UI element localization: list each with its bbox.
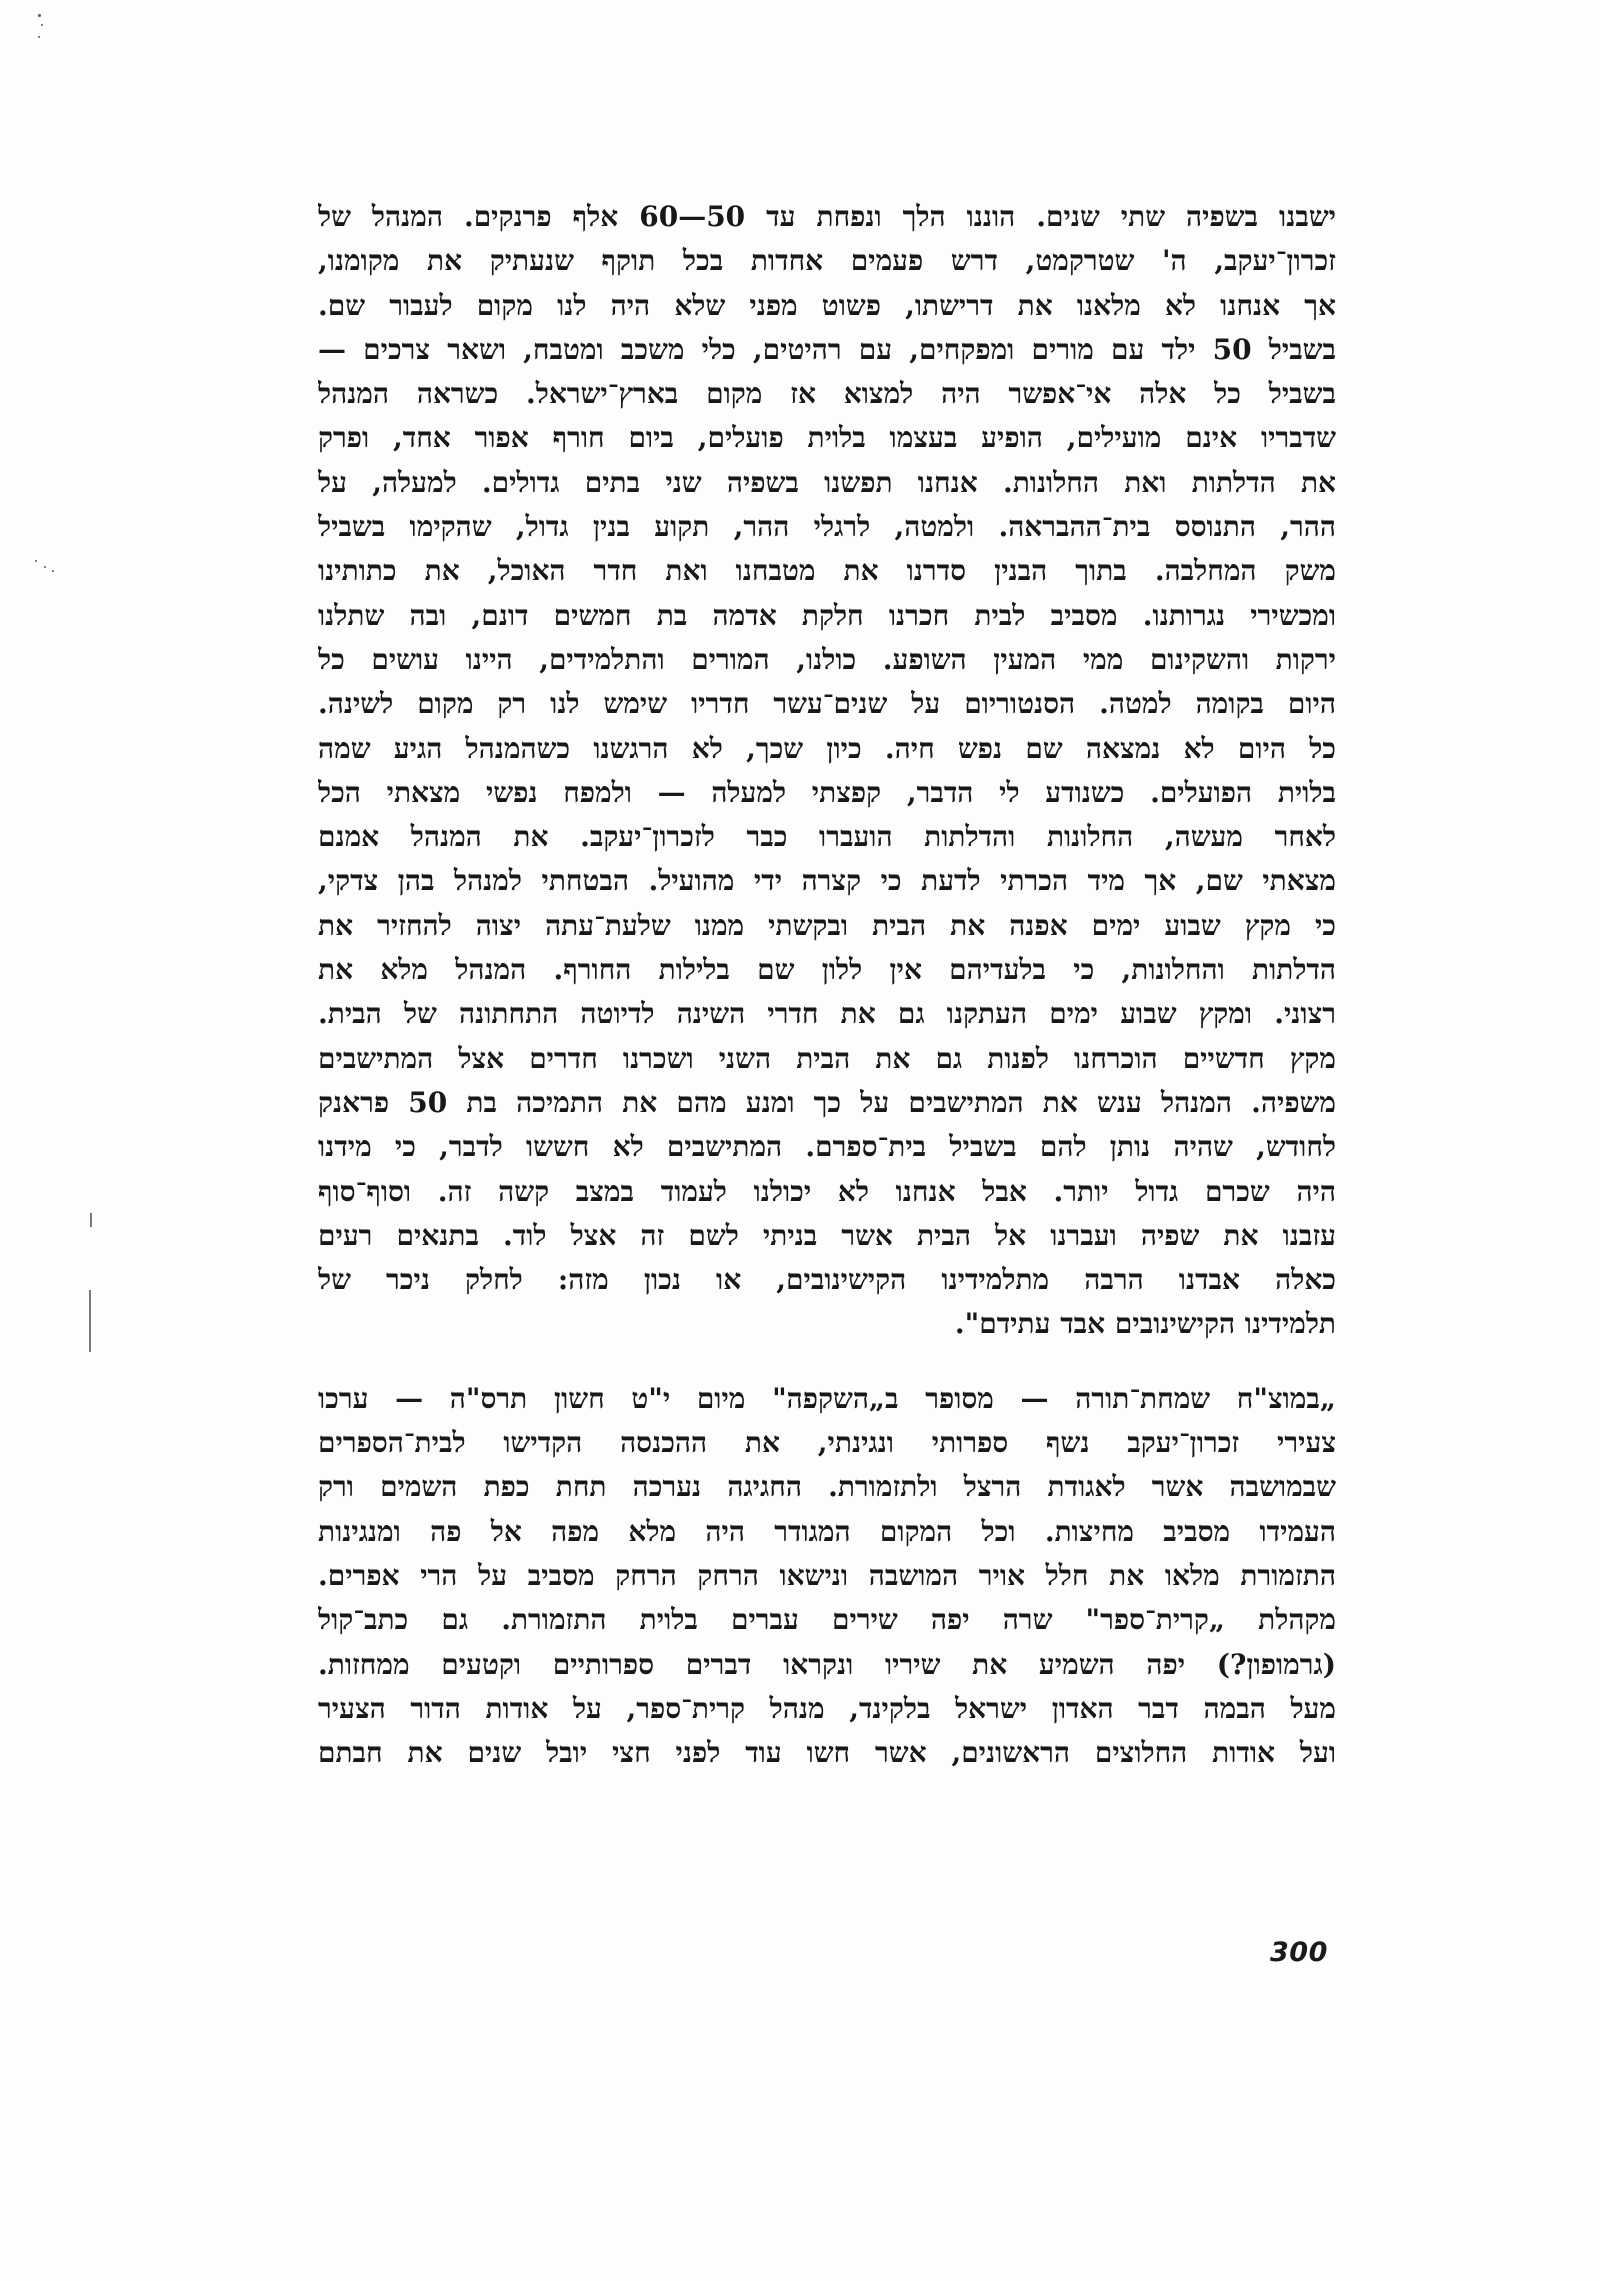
text-line: בשביל 50 ילד עם מורים ומפקחים, עם רהיטים, כלי משכב ומטבח, ושאר צרכים — — [318, 332, 1336, 366]
text-line: כי מקץ שבוע ימים אפנה את הבית ובקשתי ממנו שלעת־עתה יצוה להחזיר את — [318, 908, 1336, 942]
text-line: הדלתות והחלונות, כי בלעדיהם אין ללון שם בלילות החורף. המנהל מלא את — [318, 953, 1336, 987]
text-line: העמידו מסביב מחיצות. וכל המקום המגודר היה מלא מפה אל פה ומנגינות — [318, 1514, 1336, 1548]
text-line: עזבנו את שפיה ועברנו אל הבית אשר בניתי לשם זה אצל לוד. בתנאים רעים — [318, 1218, 1336, 1252]
text-line: מצאתי שם, אך מיד הכרתי לדעת כי קצרה ידי מהועיל. הבטחתי למנהל בהן צדקי, — [318, 864, 1336, 898]
paragraph-2 — [318, 1377, 1336, 1776]
text-line: את הדלתות ואת החלונות. אנחנו תפשנו בשפיה שני בתים גדולים. למעלה, על — [318, 465, 1336, 499]
scan-speck — [35, 560, 37, 562]
text-line: בלוית הפועלים. כשנודע לי הדבר, קפצתי למעלה — ולמפח נפשי מצאתי הכל — [318, 775, 1336, 809]
text-line: שבמושבה אשר לאגודת הרצל ולתזמורת. החגיגה נערכה תחת כפת השמים ורק — [318, 1470, 1336, 1504]
text-line: לאחר מעשה, החלונות והדלתות הועברו כבר לזכרון־יעקב. את המנהל אמנם — [318, 820, 1336, 854]
text-line: ההר, התנוסס בית־ההבראה. ולמטה, לרגלי ההר, תקוע בנין גדול, שהקימו בשביל — [318, 510, 1336, 544]
page-number: 300 — [1270, 1937, 1328, 1968]
text-line: ישבנו בשפיה שתי שנים. הוננו הלך ונפחת עד 50—60 אלף פרנקים. המנהל של — [318, 200, 1336, 233]
body-text — [318, 195, 1336, 1775]
scan-speck — [38, 14, 41, 17]
scan-mark — [89, 1290, 91, 1352]
text-line: משק המחלבה. בתוך הבנין סדרנו את מטבחנו ואת חדר האוכל, את כתותינו — [318, 554, 1336, 588]
text-line: התזמורת מלאו את חלל אויר המושבה ונישאו הרחק הרחק מסביב על הרי אפרים. — [318, 1558, 1336, 1592]
text-line: רצוני. ומקץ שבוע ימים העתקנו גם את חדרי השינה לדיוטה התחתונה של הבית. — [318, 997, 1336, 1031]
scan-speck — [41, 24, 43, 26]
text-line: (גרמופון?) יפה השמיע את שיריו ונקראו דברים ספרותיים וקטעים ממחזות. — [318, 1647, 1336, 1681]
scan-mark — [90, 1213, 92, 1227]
paragraph-gap — [318, 1347, 1336, 1377]
text-line: מעל הבמה דבר האדון ישראל בלקינד, מנהל קרית־ספר, על אודות הדור הצעיר — [318, 1691, 1336, 1725]
text-line: ומכשירי נגרותנו. מסביב לבית חכרנו חלקת אדמה בת חמשים דונם, ובה שתלנו — [318, 598, 1336, 632]
text-line: שדבריו אינם מועילים, הופיע בעצמו בלוית פועלים, ביום חורף אפור אחד, ופרק — [318, 421, 1336, 455]
text-line: כל היום לא נמצאה שם נפש חיה. כיון שכך, לא הרגשנו כשהמנהל הגיע שמה — [318, 731, 1336, 765]
text-line: „במוצ"ח שמחת־תורה — מסופר ב„השקפה" מיום י"ט חשון תרס"ה — ערכו — [318, 1381, 1336, 1415]
text-line: מקץ חדשיים הוכרחנו לפנות גם את הבית השני ושכרנו חדרים אצל המתישבים — [318, 1041, 1336, 1075]
text-line: בשביל כל אלה אי־אפשר היה למצוא אז מקום בארץ־ישראל. כשראה המנהל — [318, 377, 1336, 411]
text-line: זכרון־יעקב, ה' שטרקמט, דרש פעמים אחדות בכל תוקף שנעתיק את מקומנו, — [318, 244, 1336, 278]
text-line: ירקות והשקינום ממי המעין השופע. כולנו, המורים והתלמידים, היינו עושים כל — [318, 642, 1336, 676]
scan-speck — [38, 36, 40, 38]
text-line: צעירי זכרון־יעקב נשף ספרותי ונגינתי, את ההכנסה הקדישו לבית־הספרים — [318, 1426, 1336, 1460]
scan-speck — [44, 566, 46, 568]
text-line: לחודש, שהיה נותן להם בשביל בית־ספרם. המתישבים לא חששו לדבר, כי מידנו — [318, 1130, 1336, 1164]
paragraph-1 — [318, 195, 1336, 1347]
scan-speck — [52, 570, 54, 572]
text-line: תלמידינו הקישינובים אבד עתידם". — [954, 1307, 1336, 1341]
text-line: ועל אודות החלוצים הראשונים, אשר חשו עוד לפני חצי יובל שנים את חבתם — [318, 1736, 1336, 1770]
text-line: היה שכרם גדול יותר. אבל אנחנו לא יכולנו לעמוד במצב קשה זה. וסוף־סוף — [318, 1174, 1336, 1208]
text-line: מקהלת „קרית־ספר" שרה יפה שירים עברים בלוית התזמורת. גם כתב־קול — [318, 1603, 1336, 1637]
text-line: אך אנחנו לא מלאנו את דרישתו, פשוט מפני שלא היה לנו מקום לעבור שם. — [318, 288, 1336, 322]
text-line: היום בקומה למטה. הסנטוריום על שנים־עשר חדריו שימש לנו רק מקום לשינה. — [318, 687, 1336, 721]
text-line: כאלה אבדנו הרבה מתלמידינו הקישינובים, או נכון מזה: לחלק ניכר של — [318, 1263, 1336, 1297]
text-line: משפיה. המנהל ענש את המתישבים על כך ומנע מהם את התמיכה בת 50 פראנק — [318, 1085, 1336, 1119]
